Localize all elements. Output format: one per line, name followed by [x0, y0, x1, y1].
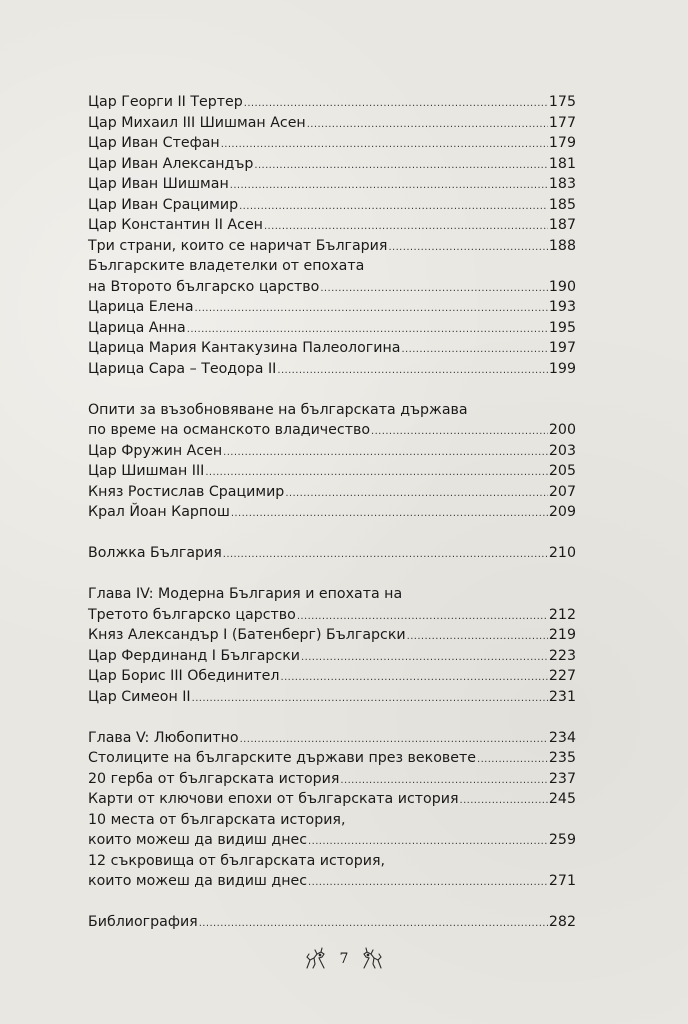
toc-entry-page: 207	[548, 483, 576, 500]
dot-leader	[297, 607, 548, 628]
dot-leader	[254, 156, 548, 177]
toc-entry	[88, 769, 576, 790]
toc-entry	[88, 789, 576, 810]
toc-entry-title: Библиография	[88, 914, 198, 930]
dot-leader	[187, 320, 548, 341]
lion-ornament-icon	[358, 946, 386, 972]
toc-entry-page: 175	[548, 94, 576, 110]
toc-entry-page: 205	[548, 463, 576, 479]
toc-entry	[88, 174, 576, 195]
toc-entry-page: 234	[548, 729, 576, 746]
toc-entry-page: 200	[548, 422, 576, 438]
toc-entry	[88, 584, 576, 605]
toc-entry-title: които можеш да видиш днес	[88, 873, 308, 889]
toc-entry-page: 212	[548, 606, 576, 623]
dot-leader	[223, 545, 548, 566]
toc-entry-title: на Второто българско царство	[88, 278, 320, 295]
toc-entry-page: 231	[548, 688, 576, 705]
toc-entry	[88, 277, 576, 298]
dot-leader	[459, 791, 547, 812]
toc-entry-title: Княз Александър I (Батенберг) Български	[88, 627, 406, 643]
toc-entry	[88, 461, 576, 482]
section-gap	[88, 892, 576, 913]
dot-leader	[264, 217, 548, 238]
toc-entry-title: Столиците на българските държави през вековете	[88, 750, 476, 766]
toc-entry	[88, 502, 576, 523]
dot-leader	[388, 238, 547, 259]
dot-leader	[199, 914, 548, 935]
toc-entry	[88, 830, 576, 851]
toc-entry-title: Цар Симеон II	[88, 688, 191, 705]
toc-entry-page: 203	[548, 442, 576, 459]
dot-leader	[401, 340, 547, 361]
toc-entry-title: Княз Ростислав Срацимир	[88, 483, 285, 500]
toc-entry	[88, 482, 576, 503]
toc-entry	[88, 728, 576, 749]
toc-entry	[88, 154, 576, 175]
toc-entry	[88, 441, 576, 462]
dot-leader	[407, 627, 548, 648]
dot-leader	[285, 484, 548, 505]
toc-entry-page: 181	[548, 155, 576, 172]
toc-entry-title: Карти от ключови епохи от българската история	[88, 791, 459, 807]
toc-entry-title: Опити за възобновяване на българската държава	[88, 401, 468, 418]
dot-leader	[277, 361, 548, 382]
dot-leader	[308, 832, 548, 853]
section-gap	[88, 564, 576, 585]
dot-leader	[221, 135, 548, 156]
dot-leader	[239, 197, 548, 218]
toc-entry-page: 177	[548, 114, 576, 131]
toc-entry-title: Цар Фердинанд I Български	[88, 647, 301, 664]
toc-entry-title: Царица Мария Кантакузина Палеологина	[88, 340, 401, 356]
toc-entry-page: 245	[548, 791, 576, 807]
toc-entry	[88, 810, 576, 831]
toc-entry-title: Цар Константин II Асен	[88, 217, 263, 233]
toc-entry-title: Цар Борис III Обединител	[88, 668, 280, 684]
toc-entry	[88, 543, 576, 564]
toc-entry	[88, 605, 576, 626]
toc-entry	[88, 236, 576, 257]
toc-entry-page: 199	[548, 360, 576, 377]
toc-entry-page: 183	[548, 176, 576, 192]
toc-entry-page: 223	[548, 647, 576, 664]
toc-entry-title: по време на османското владичество	[88, 422, 371, 438]
toc-entry	[88, 338, 576, 359]
dot-leader	[230, 176, 548, 197]
toc-entry-title: Три страни, които се наричат България	[88, 237, 388, 254]
section-gap	[88, 707, 576, 728]
toc-entry-page: 209	[548, 504, 576, 520]
toc-entry-title: Цар Михаил III Шишман Асен	[88, 114, 306, 131]
toc-entry-title: Царица Елена	[88, 299, 194, 315]
dot-leader	[320, 279, 548, 300]
dot-leader	[223, 443, 548, 464]
toc-entry-title: Цар Фружин Асен	[88, 442, 223, 459]
toc-entry-title: Царица Сара – Теодора II	[88, 360, 277, 377]
toc-entry	[88, 748, 576, 769]
toc-entry-title: Цар Иван Шишман	[88, 176, 229, 192]
dot-leader	[244, 94, 548, 115]
toc-entry-page: 282	[548, 914, 576, 930]
toc-entry-title: Волжка България	[88, 545, 222, 561]
toc-entry-page: 259	[548, 832, 576, 848]
toc-entry-title: Цар Иван Стефан	[88, 135, 220, 151]
page-footer	[0, 946, 688, 972]
toc-entry	[88, 912, 576, 933]
dot-leader	[192, 689, 548, 710]
toc-entry	[88, 195, 576, 216]
toc-entry	[88, 256, 576, 277]
section-gap	[88, 379, 576, 400]
toc-entry	[88, 625, 576, 646]
toc-entry-title: Цар Иван Александър	[88, 155, 254, 172]
dot-leader	[307, 115, 548, 136]
toc-entry-page: 195	[548, 319, 576, 336]
toc-entry	[88, 92, 576, 113]
dot-leader	[240, 730, 548, 751]
page-number: 7	[339, 951, 349, 967]
toc-entry	[88, 687, 576, 708]
table-of-contents	[88, 92, 576, 933]
section-gap	[88, 523, 576, 544]
toc-entry-title: 10 места от българската история,	[88, 811, 346, 828]
toc-entry-title: 20 герба от българската история	[88, 770, 340, 787]
dot-leader	[231, 504, 548, 525]
dot-leader	[195, 299, 548, 320]
dot-leader	[301, 648, 548, 669]
toc-entry-page: 210	[548, 545, 576, 561]
dot-leader	[371, 422, 548, 443]
toc-entry-page: 271	[548, 873, 576, 889]
toc-entry-page: 179	[548, 135, 576, 151]
toc-entry	[88, 400, 576, 421]
toc-entry-page: 185	[548, 196, 576, 213]
toc-entry	[88, 113, 576, 134]
toc-entry	[88, 871, 576, 892]
toc-entry-page: 227	[548, 668, 576, 684]
toc-entry-title: Третото българско царство	[88, 606, 296, 623]
toc-entry	[88, 297, 576, 318]
toc-entry-page: 190	[548, 278, 576, 295]
dot-leader	[477, 750, 548, 771]
toc-entry	[88, 133, 576, 154]
toc-entry-title: Цар Георги II Тертер	[88, 94, 243, 110]
toc-entry-title: Глава V: Любопитно	[88, 729, 239, 746]
toc-entry-page: 197	[548, 340, 576, 356]
toc-entry	[88, 851, 576, 872]
toc-entry-title: Цар Иван Срацимир	[88, 196, 239, 213]
dot-leader	[205, 463, 548, 484]
toc-entry	[88, 359, 576, 380]
toc-entry-page: 193	[548, 299, 576, 315]
toc-entry-title: Крал Йоан Карпош	[88, 504, 230, 520]
dot-leader	[340, 771, 547, 792]
dot-leader	[280, 668, 547, 689]
toc-entry	[88, 318, 576, 339]
toc-entry-page: 237	[548, 770, 576, 787]
toc-entry	[88, 646, 576, 667]
toc-entry-title: Глава IV: Модерна България и епохата на	[88, 586, 403, 602]
toc-entry	[88, 420, 576, 441]
toc-entry	[88, 666, 576, 687]
lion-ornament-icon	[302, 946, 330, 972]
toc-entry-title: Цар Шишман III	[88, 463, 205, 479]
toc-entry-title: които можеш да видиш днес	[88, 832, 308, 848]
toc-entry-title: Българските владетелки от епохата	[88, 258, 365, 274]
toc-entry-page: 235	[548, 750, 576, 766]
toc-entry-page: 219	[548, 627, 576, 643]
toc-entry-title: 12 съкровища от българската история,	[88, 852, 386, 869]
toc-entry-page: 188	[548, 237, 576, 254]
dot-leader	[308, 873, 548, 894]
toc-entry-title: Царица Анна	[88, 319, 186, 336]
toc-entry	[88, 215, 576, 236]
toc-entry-page: 187	[548, 217, 576, 233]
